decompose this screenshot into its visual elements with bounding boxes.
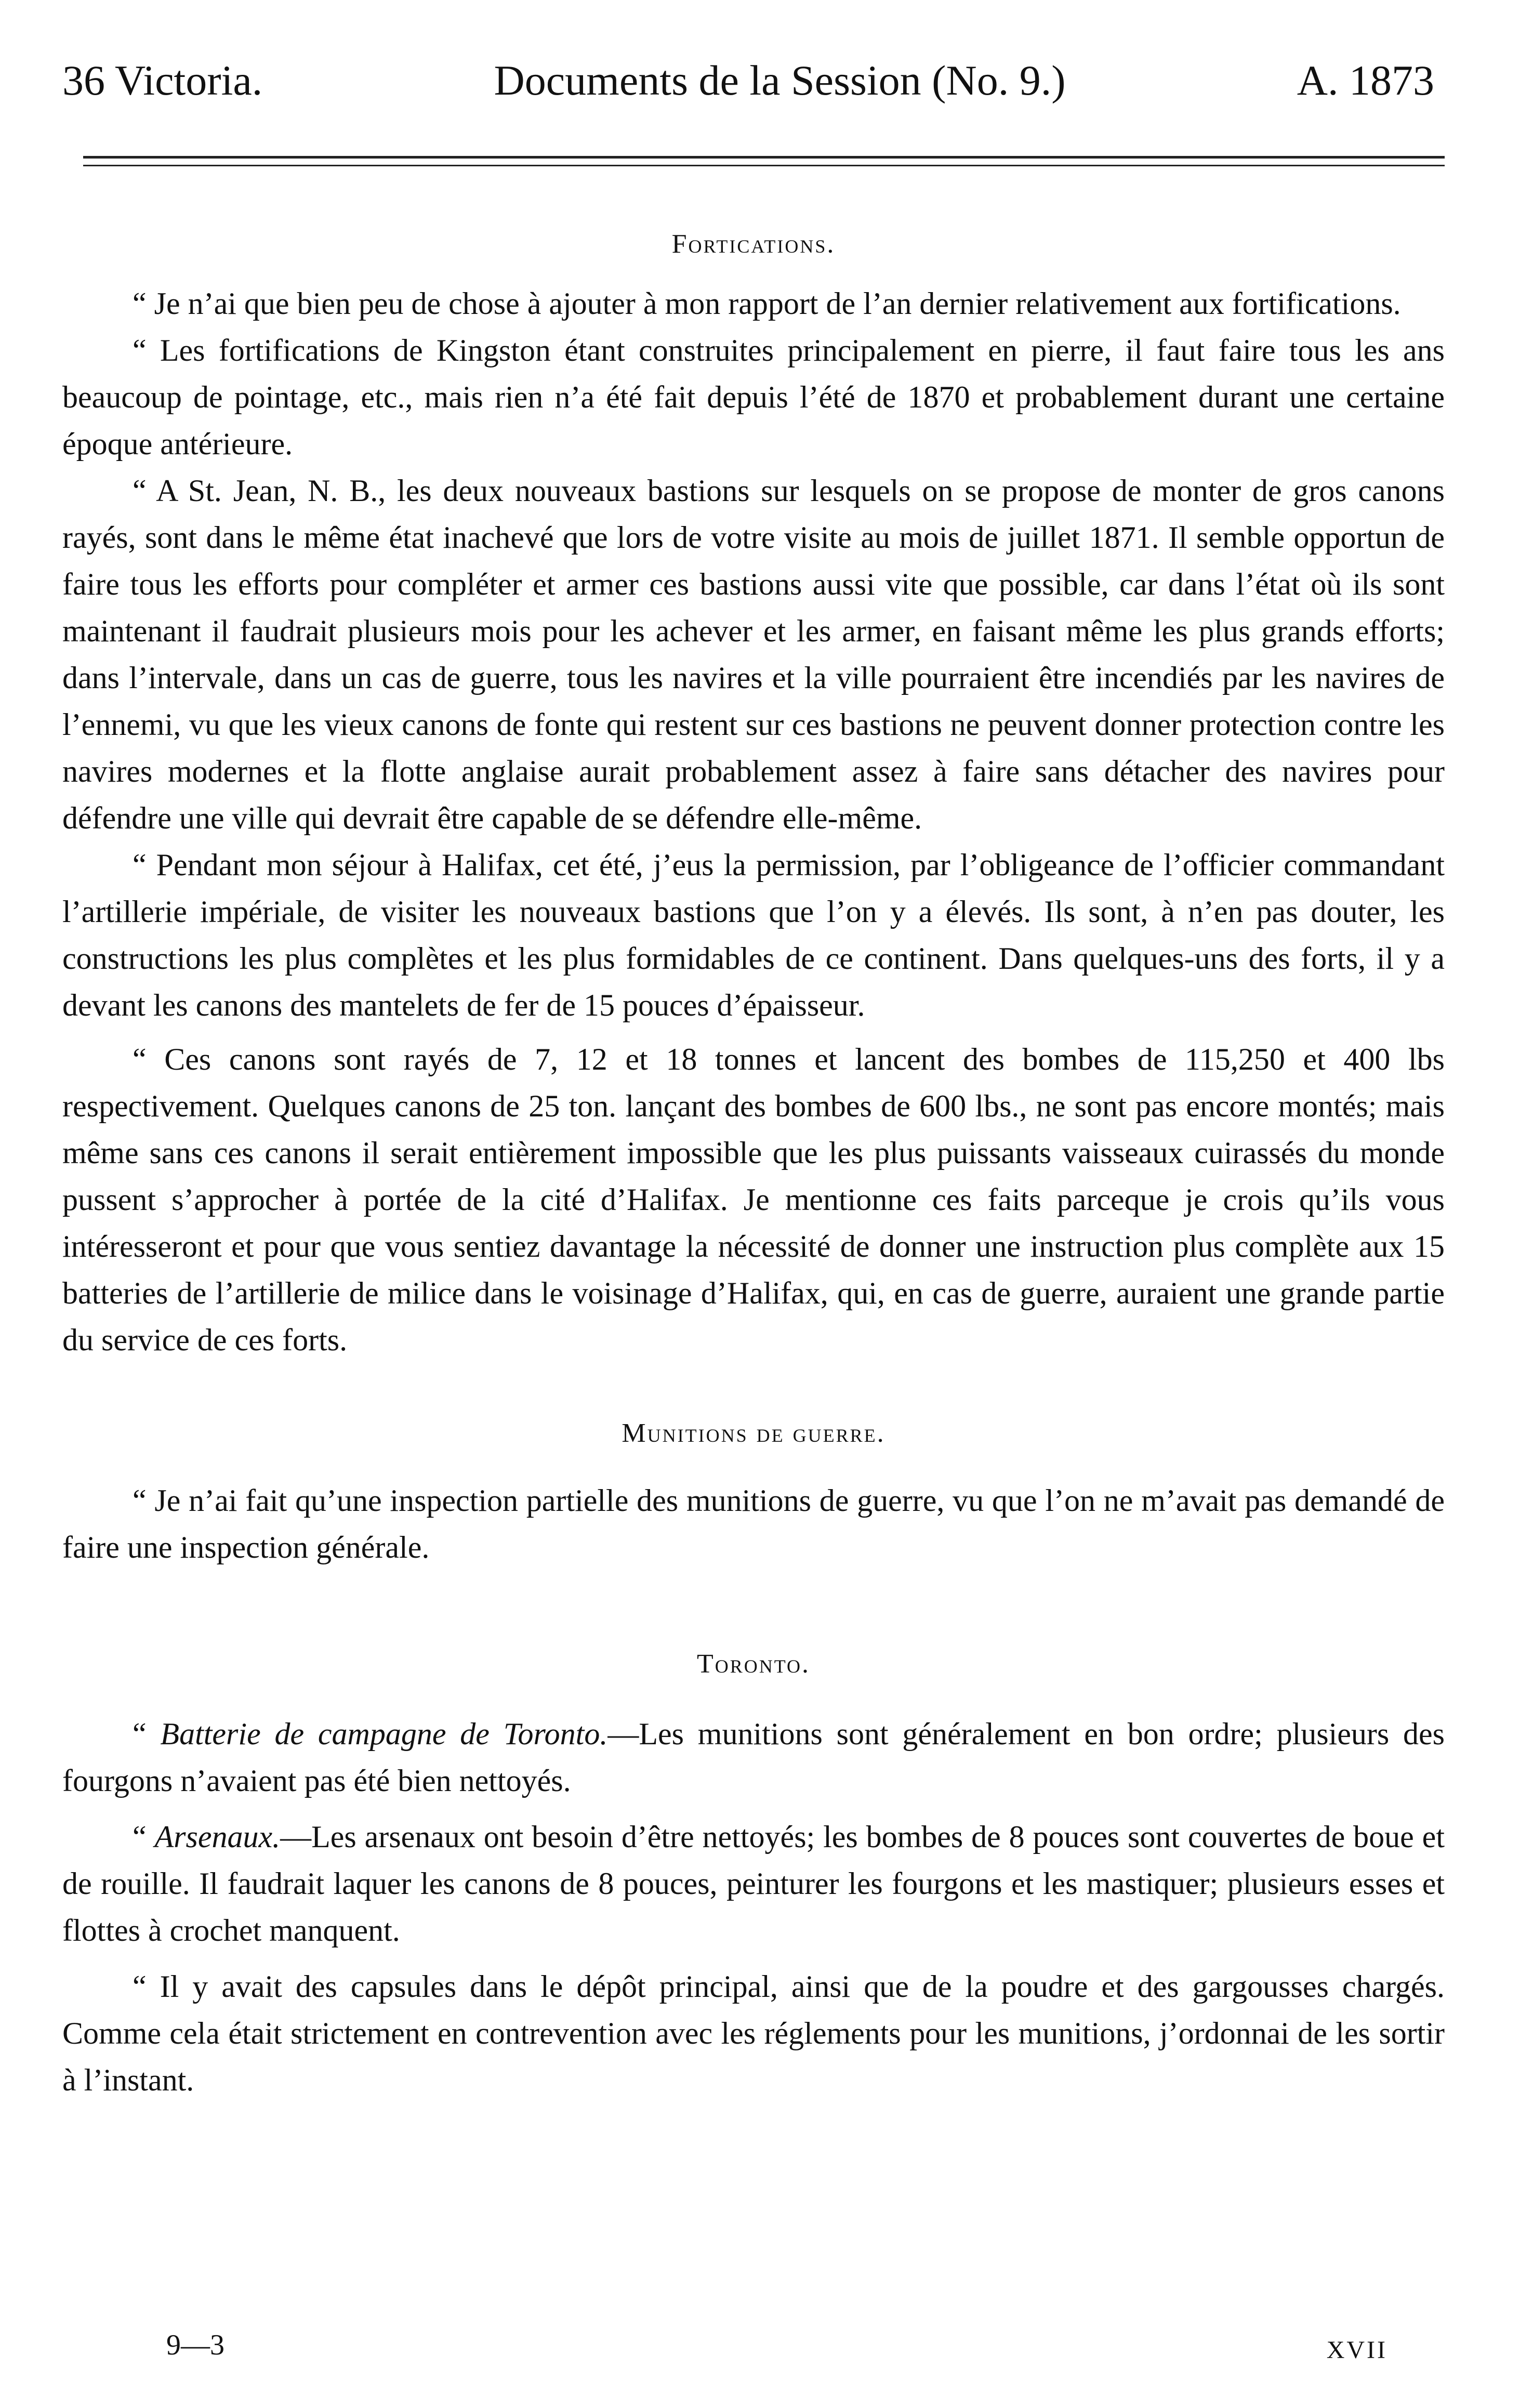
paragraph: “ A St. Jean, N. B., les deux nouveaux bastions sur lesquels on se propose de monter de gros canons rayés, sont dans le même état inachevé que lors de votre visite au mois de juillet 1871. Il semble opportun de faire tous les efforts pour compléter et armer ces bastions aussi vite que possible, car dans l’état où ils sont maintenant il faudrait plusieurs mois pour les achever et les armer, en faisant même les plus grands efforts; dans l’intervale, dans un cas de guerre, tous les navires et la ville pourraient être incendiés par les navires de l’ennemi, vu que les vieux canons de fonte qui restent sur ces bastions ne peuvent donner protection contre les navires modernes et la flotte anglaise aurait probablement assez à faire sans détacher des navires pour défendre une ville qui devrait être capable de se défendre elle-même. xyxy=(62,473,1445,836)
header-right: A. 1873 xyxy=(1297,57,1434,104)
paragraph-text: —Les arsenaux ont besoin d’être nettoyés; les bombes de 8 pouces sont couvertes de boue et de rouille. Il faudrait laquer les canons de 8 pouces, peinturer les fourgons et les mastiquer; plusieurs esses et flottes à crochet manquent. xyxy=(62,1820,1445,1948)
header-rule xyxy=(83,156,1445,166)
paragraph-label: Batterie de campagne de Toronto. xyxy=(160,1717,608,1752)
paragraph: “ Ces canons sont rayés de 7, 12 et 18 tonnes et lancent des bombes de 115,250 et 400 lbs respectivement. Quelques canons de 25 ton. lançant des bombes de 600 lbs., ne sont pas encore montés; mais même sans ces canons il serait entièrement impossible que les plus puissants vaisseaux cuirassés du monde pussent s’approcher à portée de la cité d’Halifax. Je mentionne ces faits parceque je crois qu’ils vous intéresseront et pour que vous sentiez davantage la nécessité de donner une instruction plus complète aux 15 batteries de l’artillerie de milice dans le voisinage d’Halifax, qui, en cas de guerre, auraient une grande partie du service de ces forts. xyxy=(62,1042,1445,1358)
paragraph-label: Arsenaux. xyxy=(154,1820,281,1854)
paragraph: “ Je n’ai fait qu’une inspection partielle des munitions de guerre, vu que l’on ne m’avait pas demandé de faire une inspection générale. xyxy=(62,1483,1445,1565)
page-number: XVII xyxy=(1326,2336,1387,2364)
header-left: 36 Victoria. xyxy=(62,57,263,104)
section-fortifications xyxy=(62,229,1445,1363)
paragraph: “ Il y avait des capsules dans le dépôt principal, ainsi que de la poudre et des gargousses chargés. Comme cela était strictement en contrevention avec les réglements pour les munitions, j’ordonnai de les sortir à l’instant. xyxy=(62,1969,1445,2098)
signature-mark: 9—3 xyxy=(166,2329,224,2361)
paragraph: “ Pendant mon séjour à Halifax, cet été, j’eus la permission, par l’obligeance de l’officier commandant l’artillerie impériale, de visiter les nouveaux bastions que l’on y a élevés. Ils sont, à n’en pas douter, les constructions les plus complètes et les plus formidables de ce continent. Dans quelques-uns des forts, il y a devant les canons des mantelets de fer de 15 pouces d’épaisseur. xyxy=(62,848,1445,1023)
paragraph: “ Je n’ai que bien peu de chose à ajouter à mon rapport de l’an dernier relativement aux fortifications. xyxy=(133,286,1401,321)
paragraph xyxy=(62,1710,1445,1804)
paragraph xyxy=(62,1813,1445,1954)
section-munitions xyxy=(62,1418,1445,1571)
section-title-toronto: Toronto. xyxy=(696,1649,811,1679)
section-title-fortifications: Fortications. xyxy=(671,229,836,259)
paragraph-text: —Les munitions sont généralement en bon ordre; plusieurs des fourgons n’avaient pas été bien nettoyés. xyxy=(62,1717,1445,1798)
section-title-munitions: Munitions de guerre. xyxy=(622,1418,886,1449)
running-header xyxy=(62,57,1445,104)
paragraph: “ Les fortifications de Kingston étant construites principalement en pierre, il faut faire tous les ans beaucoup de pointage, etc., mais rien n’a été fait depuis l’été de 1870 et probablement durant une certaine époque antérieure. xyxy=(62,333,1445,462)
open-quote: “ xyxy=(133,1820,155,1854)
open-quote: “ xyxy=(133,1717,161,1752)
section-toronto xyxy=(62,1649,1445,2103)
page-footer xyxy=(166,2328,1387,2364)
header-center: Documents de la Session (No. 9.) xyxy=(494,57,1066,104)
